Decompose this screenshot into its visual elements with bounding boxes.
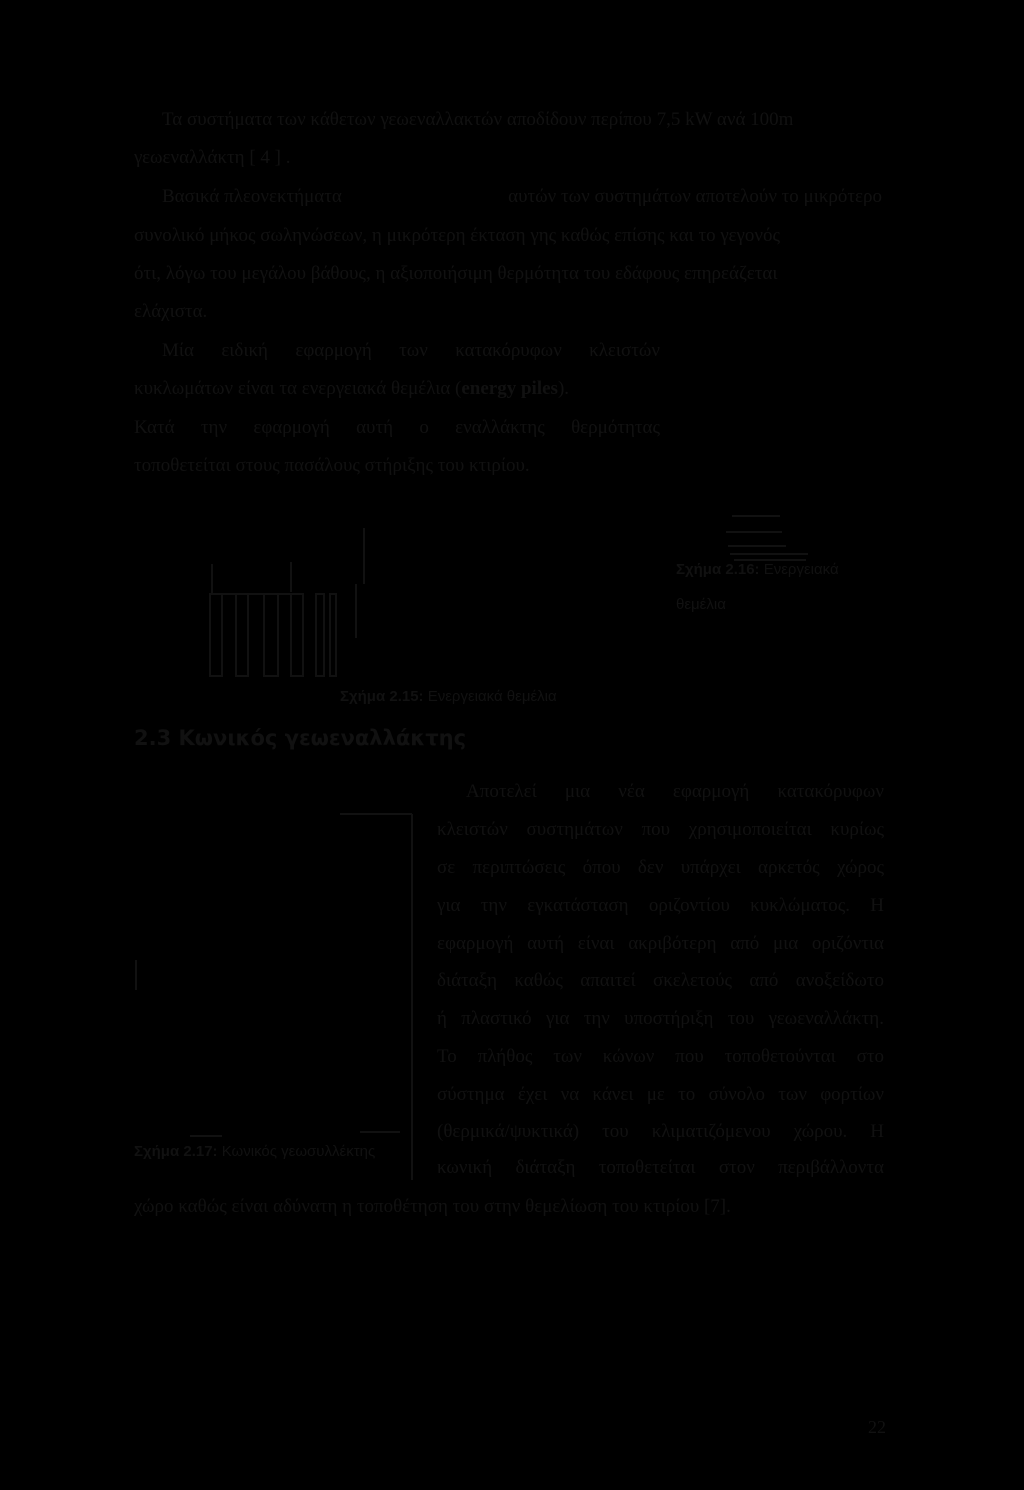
figure-2-17-label: Σχήμα 2.17: bbox=[134, 1143, 218, 1160]
figure-2-16-caption-line-2: θεμέλια bbox=[676, 596, 726, 613]
conical-collector-figure bbox=[130, 780, 430, 1185]
final-line: χώρο καθώς είναι αδύνατη η τοποθέτηση του στην θεμελίωση του κτιρίου [7]. bbox=[134, 1196, 731, 1217]
paragraph-3-line-2a: κυκλωμάτων είναι τα ενεργειακά θεμέλια ( bbox=[134, 378, 462, 399]
right-col-line-9: σύστημα έχει να κάνει με το σύνολο των φορτίων bbox=[437, 1084, 884, 1105]
energy-piles-figure bbox=[196, 522, 386, 682]
figure-2-16-caption-line-1 bbox=[676, 561, 839, 578]
paragraph-3-line-1: Μία ειδική εφαρμογή των κατακόρυφων κλειστών bbox=[162, 340, 660, 361]
figure-2-16-text-a: Ενεργειακά bbox=[763, 561, 839, 578]
right-col-line-1: Αποτελεί μια νέα εφαρμογή κατακόρυφων bbox=[466, 781, 884, 802]
paragraph-1-line-2: γεωεναλλάκτη [ 4 ] . bbox=[134, 147, 291, 168]
paragraph-1-line-1: Τα συστήματα των κάθετων γεωεναλλακτών αποδίδουν περίπου 7,5 kW ανά 100m bbox=[162, 109, 794, 130]
paragraph-2-line-4: ελάχιστα. bbox=[134, 301, 208, 322]
right-col-line-5: εφαρμογή αυτή είναι ακριβότερη από μια οριζόντια bbox=[437, 933, 884, 954]
paragraph-3-line-2c: ). bbox=[557, 378, 570, 399]
page-number: 22 bbox=[868, 1417, 886, 1437]
paragraph-3-line-3: Κατά την εφαρμογή αυτή ο εναλλάκτης θερμότητας bbox=[134, 417, 660, 438]
right-col-line-11: κωνική διάταξη τοποθετείται στον περιβάλλοντα bbox=[437, 1157, 884, 1178]
right-col-line-3: σε περιπτώσεις όπου δεν υπάρχει αρκετός χώρος bbox=[437, 857, 884, 878]
right-col-line-4: για την εγκατάσταση οριζοντίου κυκλώματος. Η bbox=[437, 895, 884, 916]
section-heading bbox=[134, 726, 466, 750]
section-title: Κωνικός γεωεναλλάκτης bbox=[178, 726, 467, 750]
section-number: 2.3 bbox=[134, 726, 172, 750]
right-col-line-10: (θερμικά/ψυκτικά) του κλιματιζόμενου χώρου. Η bbox=[437, 1121, 884, 1142]
figure-2-15-text: Ενεργειακά θεμέλια bbox=[427, 688, 557, 705]
right-col-line-2: κλειστών συστημάτων που χρησιμοποιείται κυρίως bbox=[437, 819, 884, 840]
paragraph-2-line-1a: Βασικά πλεονεκτήματα bbox=[162, 186, 342, 207]
right-col-line-7: ή πλαστικό για την υποστήριξη του γεωεναλλάκτη. bbox=[437, 1008, 884, 1029]
right-col-line-6: διάταξη καθώς απαιτεί σκελετούς από ανοξείδωτο bbox=[437, 970, 884, 991]
right-col-line-8: Το πλήθος των κώνων που τοποθετούνται στο bbox=[437, 1046, 884, 1067]
paragraph-2-line-1b: αυτών των συστημάτων αποτελούν το μικρότερο bbox=[508, 186, 882, 207]
figure-2-17-caption bbox=[134, 1143, 375, 1160]
figure-2-16-label: Σχήμα 2.16: bbox=[676, 561, 760, 578]
figure-2-15-caption bbox=[340, 688, 557, 705]
paragraph-3-line-4: τοποθετείται στους πασάλους στήριξης του κτιρίου. bbox=[134, 455, 530, 476]
figure-2-15-label: Σχήμα 2.15: bbox=[340, 688, 424, 705]
paragraph-3-line-2 bbox=[134, 377, 569, 401]
paragraph-2-line-2: συνολικό μήκος σωληνώσεων, η μικρότερη έκταση γης καθώς επίσης και το γεγονός bbox=[134, 225, 780, 246]
figure-2-17-text: Κωνικός γεωσυλλέκτης bbox=[221, 1143, 376, 1160]
energy-piles-term: energy piles bbox=[461, 378, 558, 399]
paragraph-2-line-1 bbox=[162, 185, 882, 209]
paragraph-2-line-3: ότι, λόγω του μεγάλου βάθους, η αξιοποιήσιμη θερμότητα του εδάφους επηρεάζεται bbox=[134, 263, 778, 284]
